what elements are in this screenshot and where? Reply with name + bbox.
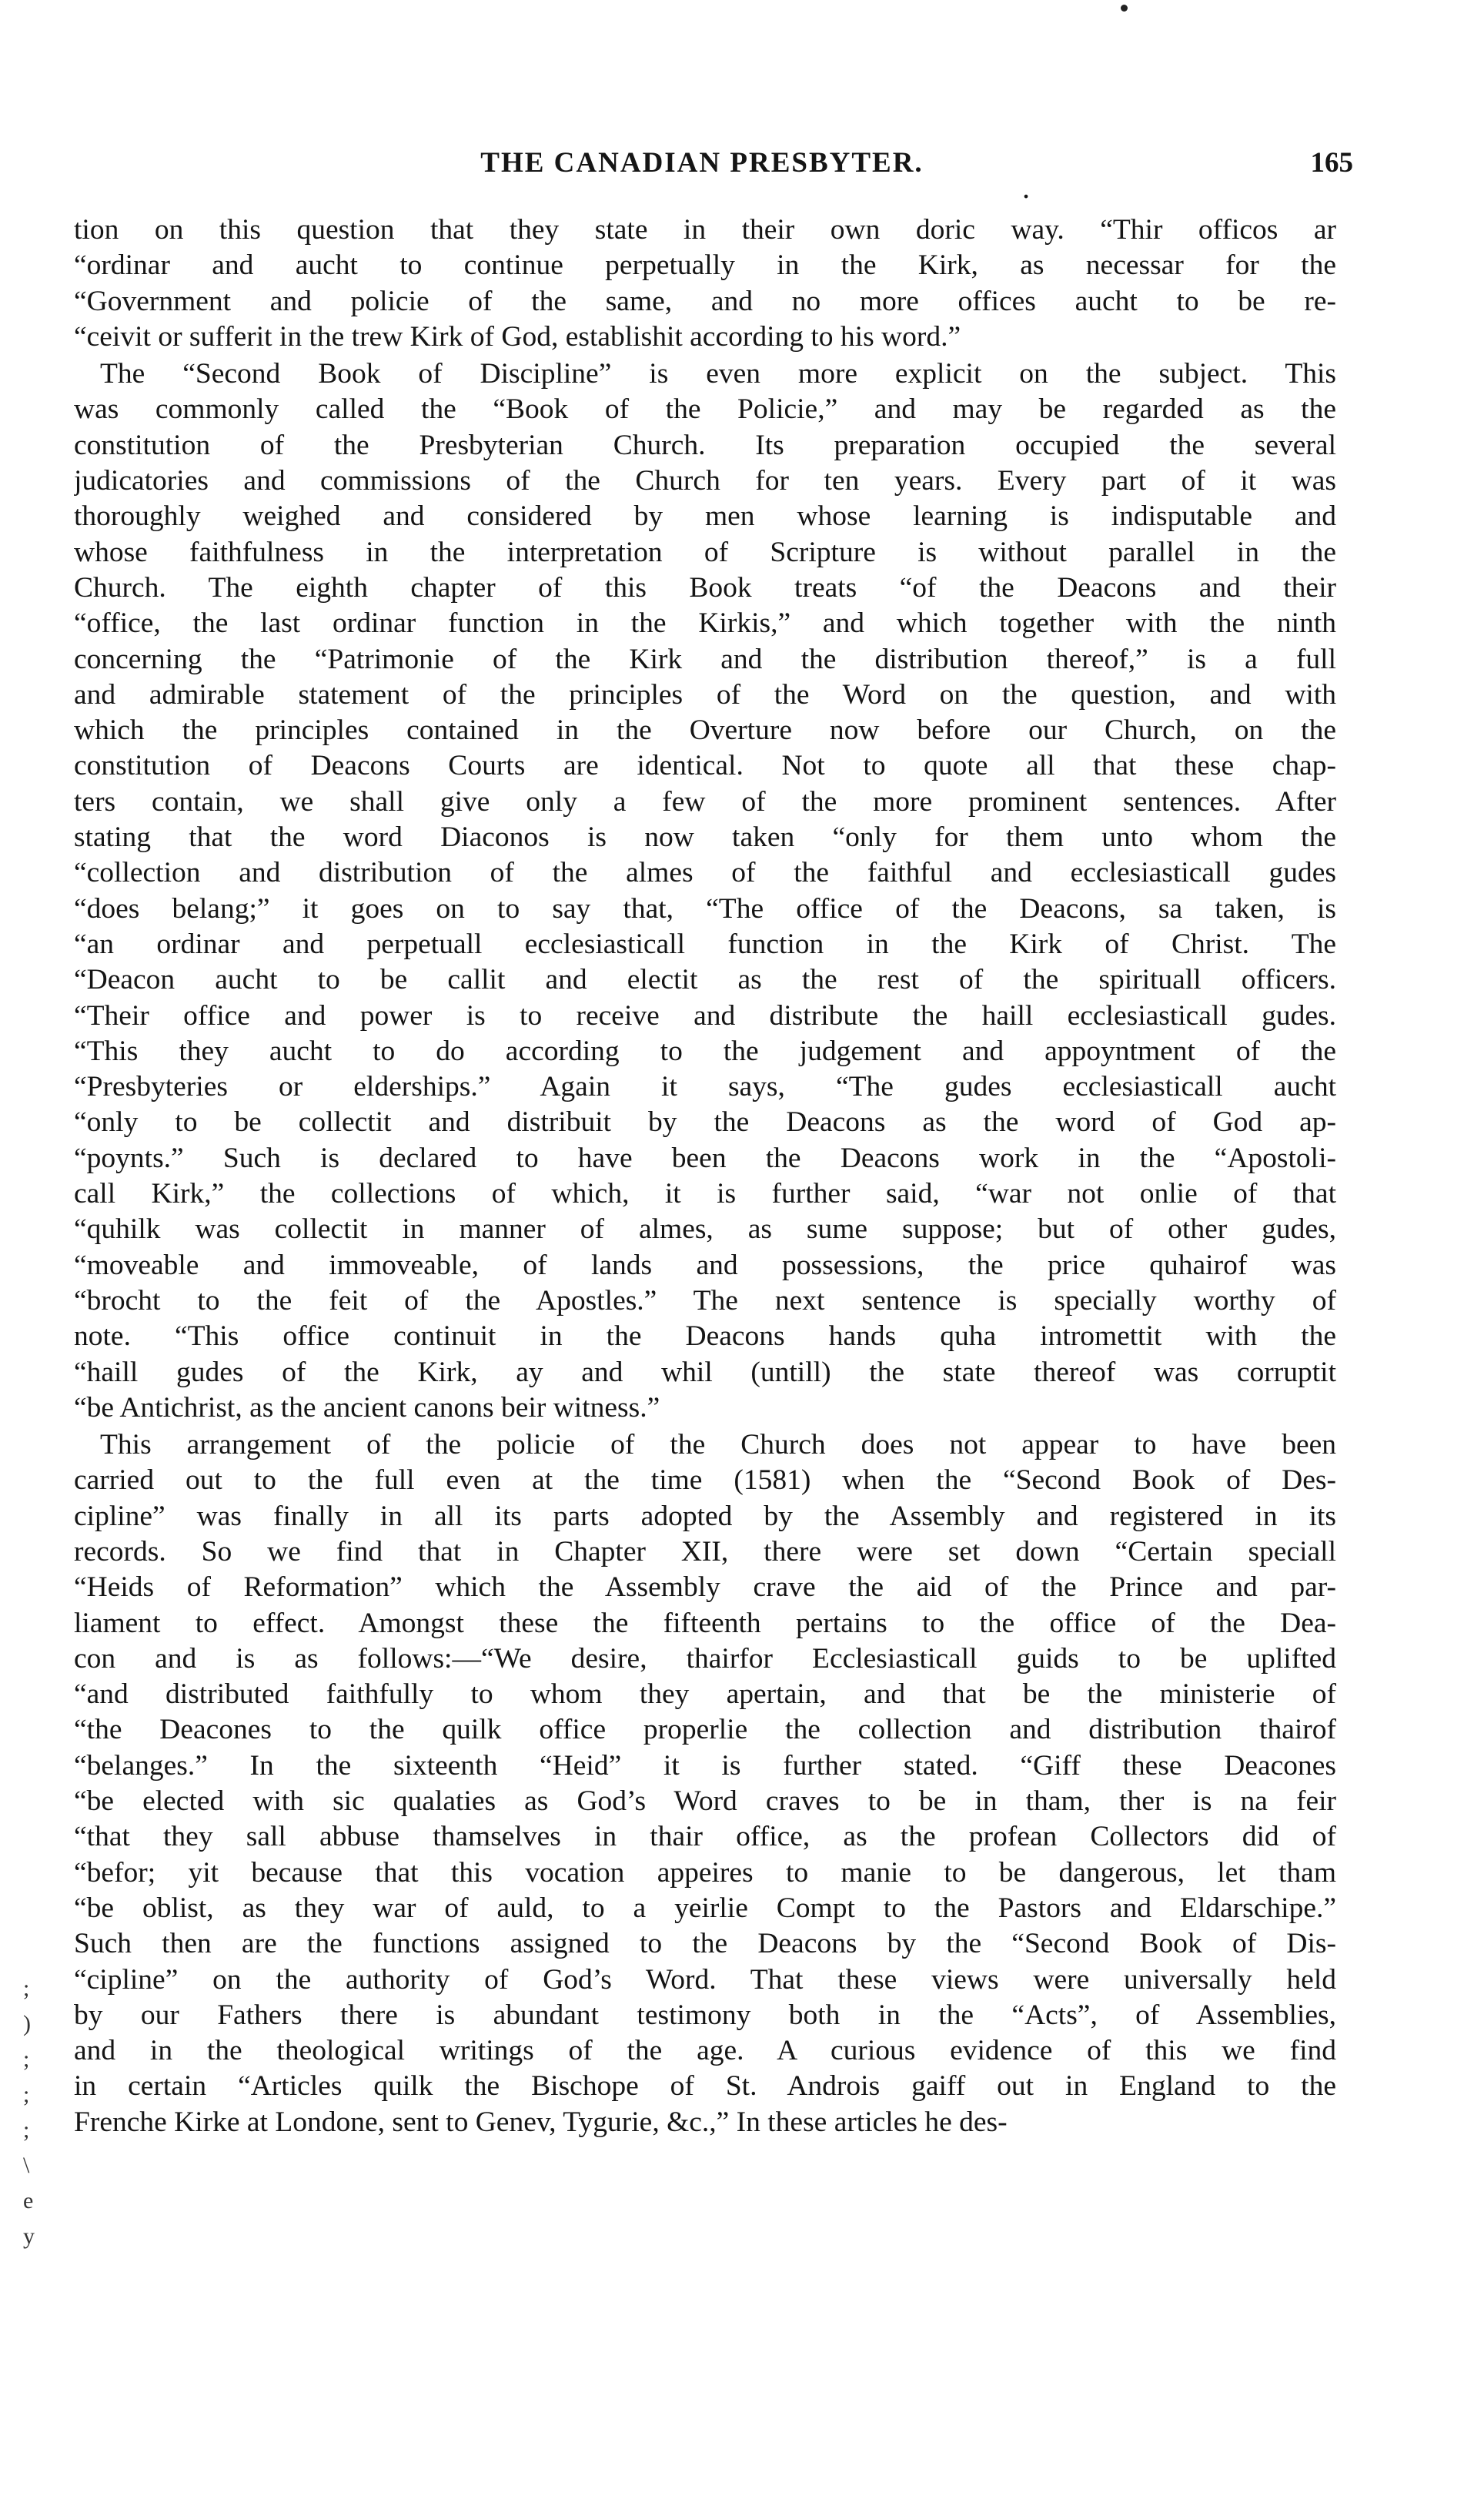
header-dot: . (1022, 170, 1030, 205)
text-line: “and distributed faithfully to whom they apertain, and that be the ministerie of (74, 1678, 1336, 1711)
text-line: “does belang;” it goes on to say that, “The office of the Deacons, sa taken, is (74, 892, 1336, 925)
text-line: “Heids of Reformation” which the Assembly crave the aid of the Prince and par- (74, 1571, 1336, 1604)
text-line: call Kirk,” the collections of which, it is further said, “war not onlie of that (74, 1178, 1336, 1210)
margin-mark: ; (23, 2117, 30, 2143)
text-line: carried out to the full even at the time (1581) when the “Second Book of Des- (74, 1464, 1336, 1497)
text-line: This arrangement of the policie of the Church does not appear to have been (100, 1429, 1336, 1461)
text-line: concerning the “Patrimonie of the Kirk and the distribution thereof,” is a full (74, 643, 1336, 675)
text-line: “poynts.” Such is declared to have been the Deacons work in the “Apostoli- (74, 1142, 1336, 1174)
text-line: “This they aucht to do according to the judgement and appoyntment of the (74, 1035, 1336, 1067)
text-line: thoroughly weighed and considered by men whose learning is indisputable and (74, 500, 1336, 533)
text-line: in certain “Articles quilk the Bischope of St. Androis gaiff out in England to the (74, 2070, 1336, 2103)
text-line: stating that the word Diaconos is now taken “only for them unto whom the (74, 821, 1336, 854)
text-line: was commonly called the “Book of the Policie,” and may be regarded as the (74, 393, 1336, 426)
text-line: “be elected with sic qualaties as God’s Word craves to be in tham, ther is na feir (74, 1785, 1336, 1818)
text-line: liament to effect. Amongst these the fifteenth pertains to the office of the Dea- (74, 1607, 1336, 1639)
running-title: THE CANADIAN PRESBYTER. (480, 147, 924, 179)
text-line: by our Fathers there is abundant testimony both in the “Acts”, of Assemblies, (74, 1999, 1336, 2031)
text-line: ters contain, we shall give only a few of the more prominent sentences. After (74, 785, 1336, 818)
text-line: records. So we find that in Chapter XII, there were set down “Certain speciall (74, 1535, 1336, 1568)
text-line: which the principles contained in the Overture now before our Church, on the (74, 714, 1336, 747)
text-line: judicatories and commissions of the Church for ten years. Every part of it was (74, 465, 1336, 497)
text-line: cipline” was finally in all its parts adopted by the Assembly and registered in its (74, 1500, 1336, 1532)
margin-mark: \ (23, 2153, 30, 2178)
text-line: “office, the last ordinar function in the Kirkis,” and which together with the ninth (74, 607, 1336, 640)
text-line: “Presbyteries or elderships.” Again it says, “The gudes ecclesiasticall aucht (74, 1071, 1336, 1103)
text-line: “haill gudes of the Kirk, ay and whil (untill) the state thereof was corruptit (74, 1356, 1336, 1388)
text-line: “that they sall abbuse thamselves in thair office, as the profean Collectors did of (74, 1821, 1336, 1853)
text-line: “Government and policie of the same, and no more offices aucht to be re- (74, 285, 1336, 317)
text-line: “be Antichrist, as the ancient canons beir witness.” (74, 1391, 660, 1424)
text-line: whose faithfulness in the interpretation of Scripture is without parallel in the (74, 536, 1336, 568)
text-line: “an ordinar and perpetuall ecclesiasticall function in the Kirk of Christ. The (74, 928, 1336, 960)
text-line: Such then are the functions assigned to the Deacons by the “Second Book of Dis- (74, 1928, 1336, 1960)
margin-mark: ; (23, 2046, 30, 2072)
text-line: “brocht to the feit of the Apostles.” The next sentence is specially worthy of (74, 1284, 1336, 1317)
text-line: tion on this question that they state in their own doric way. “Thir officos ar (74, 214, 1336, 246)
text-line: “be oblist, as they war of auld, to a yeirlie Compt to the Pastors and Eldarschipe.” (74, 1892, 1336, 1924)
margin-mark: y (23, 2223, 35, 2249)
text-line: and admirable statement of the principles of the Word on the question, and with (74, 678, 1336, 711)
text-line: “Their office and power is to receive and distribute the haill ecclesiasticall gudes. (74, 999, 1336, 1032)
text-line: The “Second Book of Discipline” is even more explicit on the subject. This (100, 358, 1336, 390)
text-line: note. “This office continuit in the Deacons hands quha intromettit with the (74, 1320, 1336, 1353)
text-line: constitution of the Presbyterian Church. Its preparation occupied the several (74, 429, 1336, 461)
page-number: 165 (1310, 147, 1353, 179)
margin-mark: e (23, 2188, 34, 2213)
margin-mark: ) (23, 2011, 31, 2036)
text-line: “quhilk was collectit in manner of almes, as sume suppose; but of other gudes, (74, 1213, 1336, 1246)
ink-speck (1121, 5, 1128, 12)
text-line: Church. The eighth chapter of this Book treats “of the Deacons and their (74, 571, 1336, 604)
text-line: “Deacon aucht to be callit and electit as the rest of the spirituall officers. (74, 964, 1336, 996)
text-line: “ordinar and aucht to continue perpetually in the Kirk, as necessar for the (74, 249, 1336, 282)
text-line: Frenche Kirke at Londone, sent to Genev, Tygurie, &c.,” In these articles he des- (74, 2106, 1008, 2138)
text-line: “cipline” on the authority of God’s Word. That these views were universally held (74, 1963, 1336, 1996)
margin-marks (23, 1971, 54, 2254)
text-line: and in the theological writings of the age. A curious evidence of this we find (74, 2035, 1336, 2067)
margin-mark: ; (23, 2082, 30, 2107)
text-line: “only to be collectit and distribuit by the Deacons as the word of God ap- (74, 1106, 1336, 1139)
running-header (74, 146, 1353, 205)
paragraph (74, 1427, 1336, 2140)
text-line: “moveable and immoveable, of lands and possessions, the price quhairof was (74, 1249, 1336, 1281)
text-line: con and is as follows:—“We desire, thairfor Ecclesiasticall guids to be uplifted (74, 1642, 1336, 1675)
text-line: constitution of Deacons Courts are identical. Not to quote all that these chap- (74, 750, 1336, 782)
paragraph (74, 212, 1336, 355)
body-text (74, 212, 1336, 2140)
text-line: “ceivit or sufferit in the trew Kirk of God, establishit according to his word.” (74, 320, 961, 353)
text-line: “belanges.” In the sixteenth “Heid” it is further stated. “Giff these Deacones (74, 1749, 1336, 1782)
text-line: “befor; yit because that this vocation appeires to manie to be dangerous, let tham (74, 1856, 1336, 1889)
text-line: “collection and distribution of the almes of the faithful and ecclesiasticall gudes (74, 857, 1336, 889)
text-line: “the Deacones to the quilk office properlie the collection and distribution thairof (74, 1714, 1336, 1746)
margin-mark: ; (23, 1976, 30, 2001)
paragraph (74, 356, 1336, 1426)
